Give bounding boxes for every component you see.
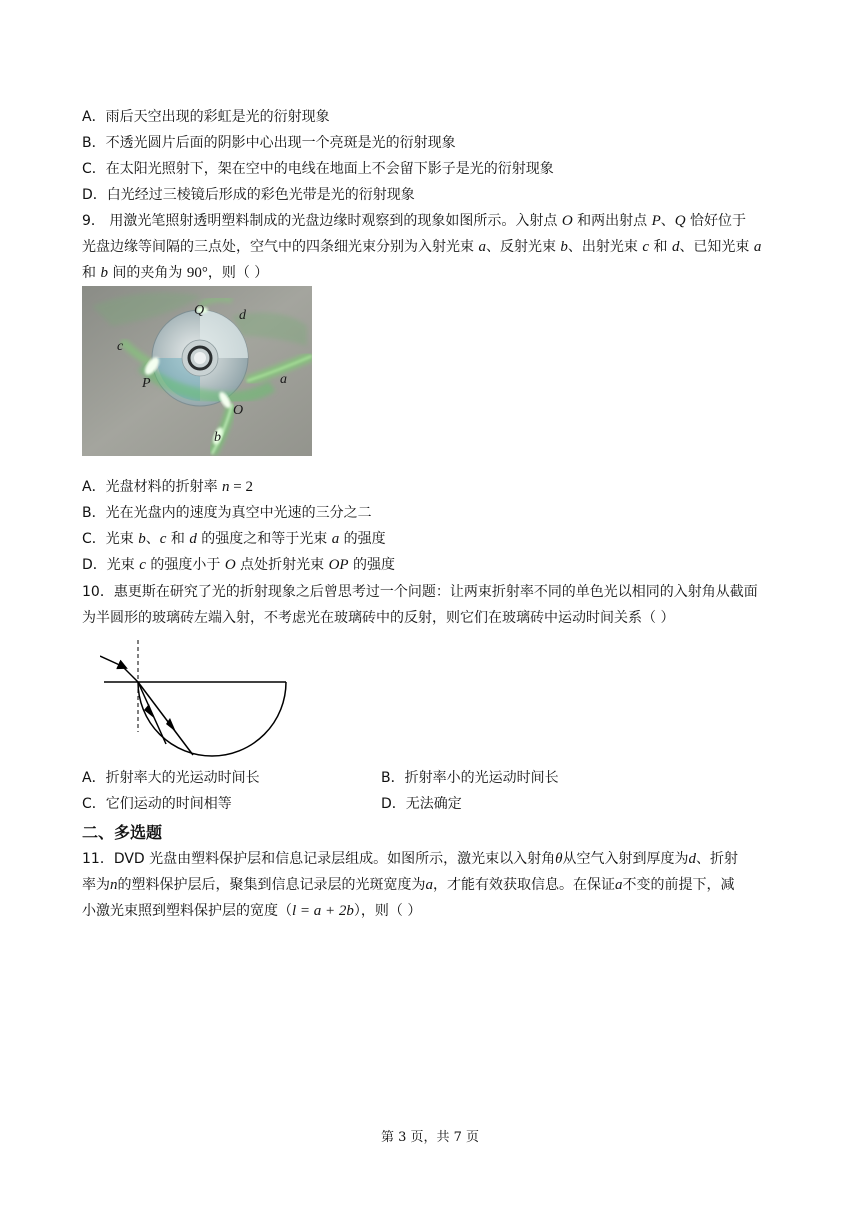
fig-label-a: a [280, 372, 287, 387]
incident-ray [100, 656, 124, 667]
q9-option-b: B．光在光盘内的速度为真空中光速的三分之二 [82, 505, 372, 521]
q8-option-c: C．在太阳光照射下，架在空中的电线在地面上不会留下影子是光的衍射现象 [82, 161, 554, 177]
q9-stem-line2: 光盘边缘等间隔的三点处，空气中的四条细光束分别为入射光束 a、反射光束 b、出射光束 c 和 d、已知光束 a [82, 239, 762, 255]
fig-label-q: Q [194, 303, 205, 318]
fig-label-b: b [214, 430, 221, 445]
q9-stem-line1: 9． 用激光笔照射透明塑料制成的光盘边缘时观察到的现象如图所示。入射点 O 和两出射点 P、Q 恰好位于 [82, 213, 747, 229]
q9-stem-line3: 和 b 间的夹角为 90°，则（ ） [82, 265, 269, 281]
semicircle-glass-diagram [100, 640, 300, 762]
q10-option-c: C．它们运动的时间相等 [82, 796, 232, 812]
cd-laser-photo [82, 286, 312, 456]
fig-label-c: c [117, 339, 124, 354]
page-footer: 第 3 页，共 7 页 [380, 1130, 480, 1145]
q10-stem-line2: 为半圆形的玻璃砖左端入射，不考虑光在玻璃砖中的反射，则它们在玻璃砖中运动时间关系（ ） [82, 610, 675, 626]
section-heading-multiple-choice: 二、多选题 [82, 823, 163, 842]
q8-option-d: D．白光经过三棱镜后形成的彩色光带是光的衍射现象 [82, 187, 415, 203]
q11-stem-line1: 11．DVD 光盘由塑料保护层和信息记录层组成。如图所示，激光束以入射角θ从空气入射到厚度为d、折射 [82, 851, 739, 867]
q9-option-a: A．光盘材料的折射率 n = 2 [82, 479, 253, 495]
q8-option-a: A．雨后天空出现的彩虹是光的衍射现象 [82, 109, 330, 125]
q9-option-c: C．光束 b、c 和 d 的强度之和等于光束 a 的强度 [82, 531, 386, 547]
q11-stem-line2: 率为n的塑料保护层后，聚集到信息记录层的光斑宽度为a，才能有效获取信息。在保证a不变的前提下，减 [82, 877, 735, 893]
q10-option-b: B．折射率小的光运动时间长 [381, 770, 559, 786]
q9-option-d: D．光束 c 的强度小于 O 点处折射光束 OP 的强度 [82, 557, 396, 573]
q10-option-a: A．折射率大的光运动时间长 [82, 770, 260, 786]
q11-stem-line3: 小激光束照到塑料保护层的宽度（l = a + 2b），则（ ） [82, 903, 422, 919]
fig-label-p: P [142, 376, 151, 391]
q10-stem-line1: 10．惠更斯在研究了光的折射现象之后曾思考过一个问题：让两束折射率不同的单色光以相同的入射角从截面 [82, 584, 758, 600]
fig-label-o: O [233, 403, 244, 418]
q10-option-d: D．无法确定 [381, 796, 462, 812]
fig-label-d: d [239, 308, 246, 323]
q8-option-b: B．不透光圆片后面的阴影中心出现一个亮斑是光的衍射现象 [82, 135, 456, 151]
semicircle-arc [138, 682, 286, 756]
